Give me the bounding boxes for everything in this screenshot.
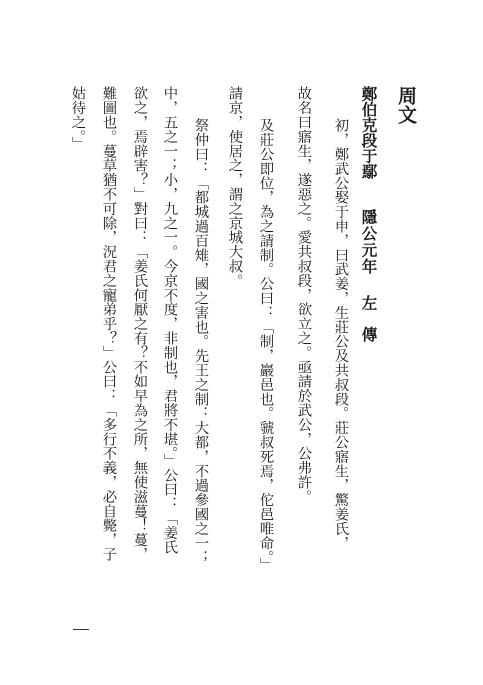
text-column-5: 祭仲曰：「都城過百雉，國之害也。先王之制：大都，不過參國之一； (192, 118, 209, 565)
section-title: 周文 (395, 86, 417, 124)
text-column-7: 欲之，焉辟害？」對曰：「姜氏何厭之有？不如早為之所，無使滋蔓！蔓， (131, 86, 148, 562)
text-column-6: 中，五之一；小，九之一。今京不度，非制也，君將不堪。」公曰：「姜氏 (161, 86, 178, 554)
piece-title: 鄭伯克段于鄢 (359, 86, 379, 179)
text-column-8: 難圖也。蔓草猶不可除，況君之寵弟乎？」公曰：「多行不義，必自斃，子 (100, 86, 117, 562)
source-label: 隱公元年 (359, 209, 379, 275)
text-column-4: 請京，使居之，謂之京城大叔。 (226, 86, 243, 288)
text-column-3: 及莊公即位，為之請制。公曰：「制，巖邑也。虢叔死焉，佗邑唯命。」 (257, 118, 274, 572)
text-column-9: 姑待之。」 (69, 86, 86, 151)
text-column-1: 初，鄭武公娶于申，曰武姜，生莊公及共叔段。莊公寤生，驚姜氏， (332, 118, 349, 550)
text-column-2: 故名曰寤生，遂惡之。愛共叔段，欲立之。亟請於武公，公弗許。 (295, 86, 312, 504)
footer-rule (73, 629, 89, 630)
source-book: 左傳 (359, 295, 379, 358)
